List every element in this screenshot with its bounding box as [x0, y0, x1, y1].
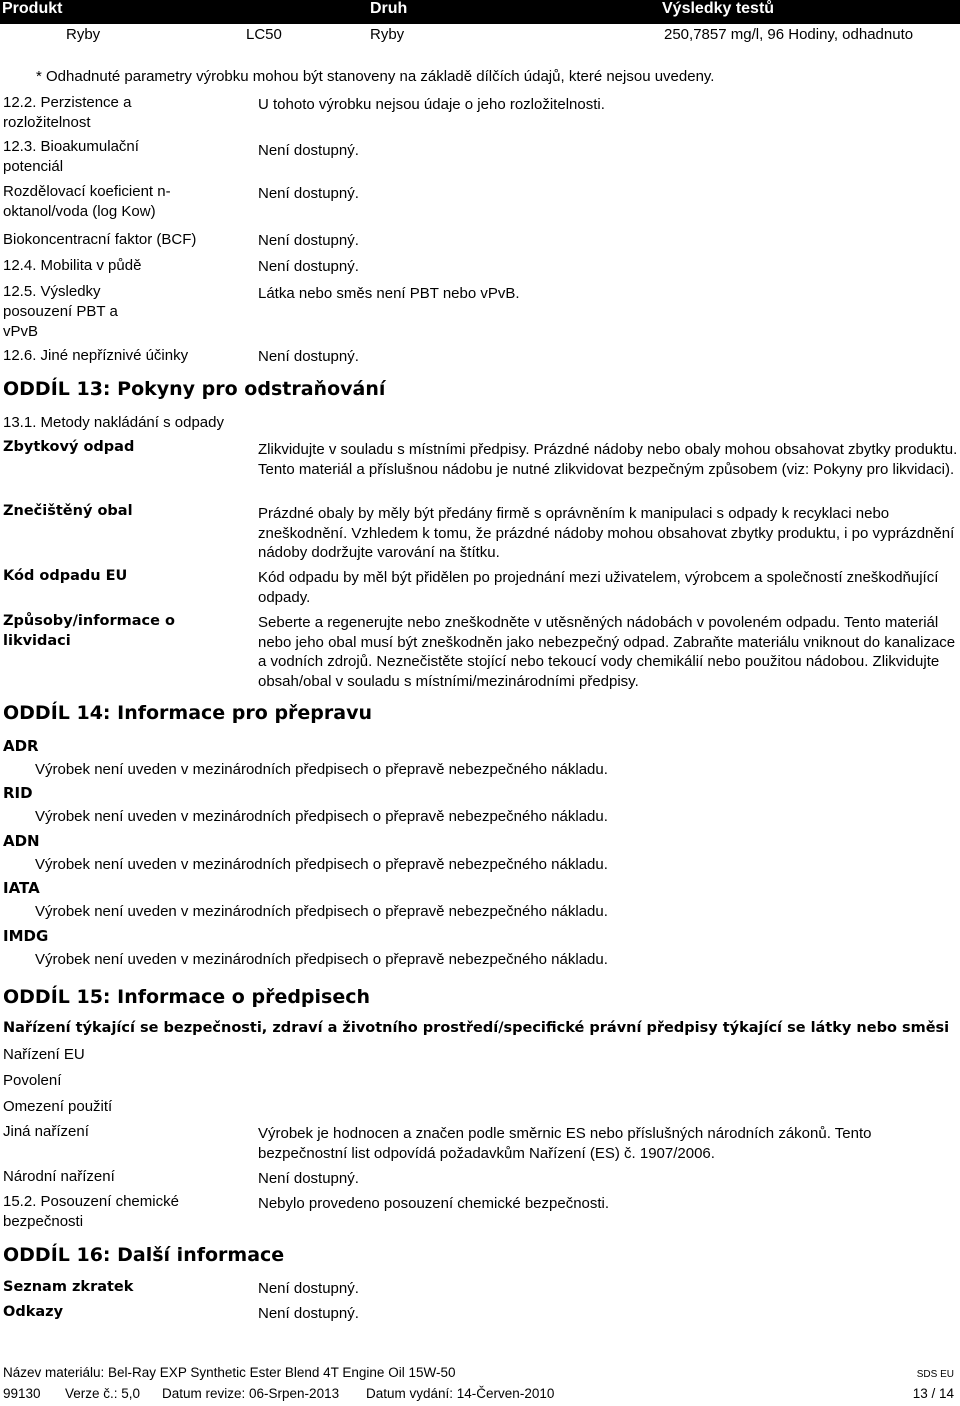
- contaminated-packaging-value: Prázdné obaly by měly být předány firmě s oprávněním k manipulaci s odpady k recyklaci nebo zneškodnění. Vzhledem k tomu, že prázdné nádoby mohou obsahovat zbytky produktu, i po vyprázdnění nádoby dodržujte varování na štítku.: [258, 505, 955, 561]
- abbreviations-label: Seznam zkratek: [3, 1279, 134, 1295]
- other-effects-label: 12.6. Jiné nepříznivé účinky: [3, 347, 189, 364]
- residual-waste-value: Zlikvidujte v souladu s místními předpisy. Prázdné nádoby nebo obaly mohou obsahovat zbytky produktu. Tento materiál a příslušnou nádobu je nutné zlikvidovat bezpečným způsobem (viz: Pokyny pro likvidaci).: [258, 441, 958, 478]
- references-label: Odkazy: [3, 1304, 64, 1320]
- footer-issue-date: Datum vydání: 14-Červen-2010: [366, 1386, 555, 1401]
- restriction-label: Omezení použití: [3, 1098, 113, 1115]
- transport-imdg-label: IMDG: [3, 927, 49, 945]
- transport-adn-label: ADN: [3, 832, 40, 850]
- chemical-safety-label: 15.2. Posouzení chemické bezpečnosti: [3, 1193, 179, 1230]
- eu-regulation-label: Nařízení EU: [3, 1046, 85, 1063]
- footer-doc-type: SDS EU: [916, 1369, 954, 1380]
- contaminated-packaging-label: Znečištěný obal: [3, 503, 133, 519]
- transport-adr-label: ADR: [3, 737, 39, 755]
- section-16-title: ODDÍL 16: Další informace: [3, 1244, 285, 1266]
- other-regulations-label: Jiná nařízení: [3, 1123, 89, 1140]
- footer-code: 99130: [3, 1386, 41, 1401]
- col-header-product: Produkt: [2, 0, 63, 17]
- eu-waste-code-value: Kód odpadu by měl být přidělen po projednání mezi uživatelem, výrobcem a společností zneškodňující odpady.: [258, 569, 939, 606]
- national-regulations-label: Národní nařízení: [3, 1168, 115, 1185]
- transport-adn-text: Výrobek není uveden v mezinárodních předpisech o přepravě nebezpečného nákladu.: [35, 856, 608, 873]
- footer-page-number: 13 / 14: [912, 1386, 954, 1401]
- transport-imdg-text: Výrobek není uveden v mezinárodních předpisech o přepravě nebezpečného nákladu.: [35, 951, 608, 968]
- transport-rid-label: RID: [3, 784, 33, 802]
- col-header-species: Druh: [370, 0, 408, 17]
- bioaccumulation-value: Není dostupný.: [258, 142, 359, 159]
- persistence-value: U tohoto výrobku nejsou údaje o jeho rozložitelnosti.: [258, 96, 605, 113]
- mobility-value: Není dostupný.: [258, 258, 359, 275]
- estimate-note: * Odhadnuté parametry výrobku mohou být stanoveny na základě dílčích údajů, které nejsou uvedeny.: [36, 68, 715, 85]
- persistence-label: 12.2. Perzistence a rozložitelnost: [3, 94, 132, 131]
- section-13-subtitle: 13.1. Metody nakládání s odpady: [3, 414, 224, 431]
- cell-species: Ryby: [370, 26, 405, 43]
- disposal-value: Seberte a regenerujte nebo zneškodněte v utěsněných nádobách v povoleném odpadu. Tento materiál nebo jeho obal musí být zneškodněn jako nebezpečný odpad. Zabraňte materiálu vniknout do kanalizace a vodních zdrojů. Neznečistěte stojící nebo tekoucí vody chemikálií nebo použitou nádobou. Zlikvidujte obsah/obal v souladu s místními/mezinárodními předpisy.: [258, 614, 956, 690]
- bioaccumulation-label: 12.3. Bioakumulační potenciál: [3, 138, 139, 175]
- disposal-label: Způsoby/informace o likvidaci: [3, 613, 175, 649]
- table-header: [0, 0, 960, 24]
- cell-result: 250,7857 mg/l, 96 Hodiny, odhadnuto: [664, 26, 914, 43]
- partition-coefficient-label: Rozdělovací koeficient n-oktanol/voda (log Kow): [3, 183, 171, 220]
- transport-adr-text: Výrobek není uveden v mezinárodních předpisech o přepravě nebezpečného nákladu.: [35, 761, 608, 778]
- col-header-results: Výsledky testů: [662, 0, 775, 17]
- footer-material-name: Název materiálu: Bel-Ray EXP Synthetic Ester Blend 4T Engine Oil 15W-50: [3, 1365, 456, 1380]
- chemical-safety-value: Nebylo provedeno posouzení chemické bezpečnosti.: [258, 1195, 610, 1212]
- abbreviations-value: Není dostupný.: [258, 1280, 359, 1297]
- mobility-label: 12.4. Mobilita v půdě: [3, 257, 142, 274]
- bcf-value: Není dostupný.: [258, 232, 359, 249]
- transport-iata-label: IATA: [3, 879, 40, 897]
- references-value: Není dostupný.: [258, 1305, 359, 1322]
- section-13-title: ODDÍL 13: Pokyny pro odstraňování: [3, 378, 386, 400]
- table-row: [0, 24, 960, 44]
- bcf-label: Biokoncentracní faktor (BCF): [3, 231, 197, 248]
- pbt-label: 12.5. Výsledky posouzení PBT a vPvB: [3, 283, 118, 340]
- section-14-title: ODDÍL 14: Informace pro přepravu: [3, 702, 373, 724]
- footer-revision-date: Datum revize: 06-Srpen-2013: [162, 1386, 340, 1401]
- pbt-value: Látka nebo směs není PBT nebo vPvB.: [258, 285, 520, 302]
- partition-coefficient-value: Není dostupný.: [258, 185, 359, 202]
- cell-test: LC50: [246, 26, 282, 43]
- cell-product: Ryby: [66, 26, 101, 43]
- footer-version: Verze č.: 5,0: [65, 1386, 141, 1401]
- transport-iata-text: Výrobek není uveden v mezinárodních předpisech o přepravě nebezpečného nákladu.: [35, 903, 608, 920]
- section-15-subtitle: Nařízení týkající se bezpečnosti, zdraví a životního prostředí/specifické právní předpisy týkající se látky nebo směsi: [3, 1020, 950, 1036]
- residual-waste-label: Zbytkový odpad: [3, 439, 135, 455]
- transport-rid-text: Výrobek není uveden v mezinárodních předpisech o přepravě nebezpečného nákladu.: [35, 808, 608, 825]
- section-15-title: ODDÍL 15: Informace o předpisech: [3, 986, 371, 1008]
- other-regulations-value: Výrobek je hodnocen a značen podle směrnic ES nebo příslušných národních zákonů. Tento bezpečnostní list odpovídá požadavkům Nařízení (ES) č. 1907/2006.: [258, 1125, 872, 1162]
- eu-waste-code-label: Kód odpadu EU: [3, 568, 128, 584]
- other-effects-value: Není dostupný.: [258, 348, 359, 365]
- national-regulations-value: Není dostupný.: [258, 1170, 359, 1187]
- authorisation-label: Povolení: [3, 1072, 62, 1089]
